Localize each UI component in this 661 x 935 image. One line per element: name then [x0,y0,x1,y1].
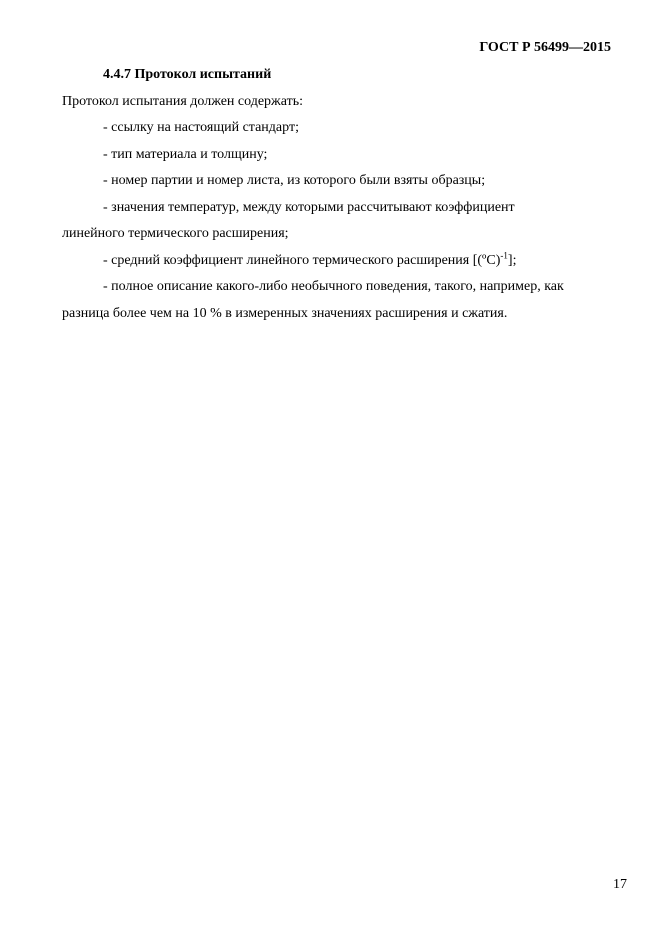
list-item: - номер партии и номер листа, из которого были взяты образцы; [103,173,486,188]
list-item: - полное описание какого-либо необычного поведения, такого, например, как [103,279,564,294]
section-content [62,62,618,327]
list-item-text: - средний коэффициент линейного термического расширения [(ºС) [103,252,501,268]
list-item-continuation: линейного термического расширения; [62,226,289,241]
section-heading: 4.4.7 Протокол испытаний [103,67,272,82]
intro-text: Протокол испытания должен содержать: [62,93,303,109]
list-item: - ссылку на настоящий стандарт; [103,120,299,135]
list-item-continuation: разница более чем на 10 % в измеренных значениях расширения и сжатия. [62,305,508,321]
superscript-exponent: -1 [500,249,508,260]
list-item [62,248,618,275]
list-item: - тип материала и толщину; [103,146,268,162]
document-code: ГОСТ Р 56499—2015 [479,40,611,55]
page-number: 17 [613,877,627,892]
list-item-text-end: ]; [507,252,517,268]
list-item: - значения температур, между которыми рассчитывают коэффициент [103,199,515,215]
